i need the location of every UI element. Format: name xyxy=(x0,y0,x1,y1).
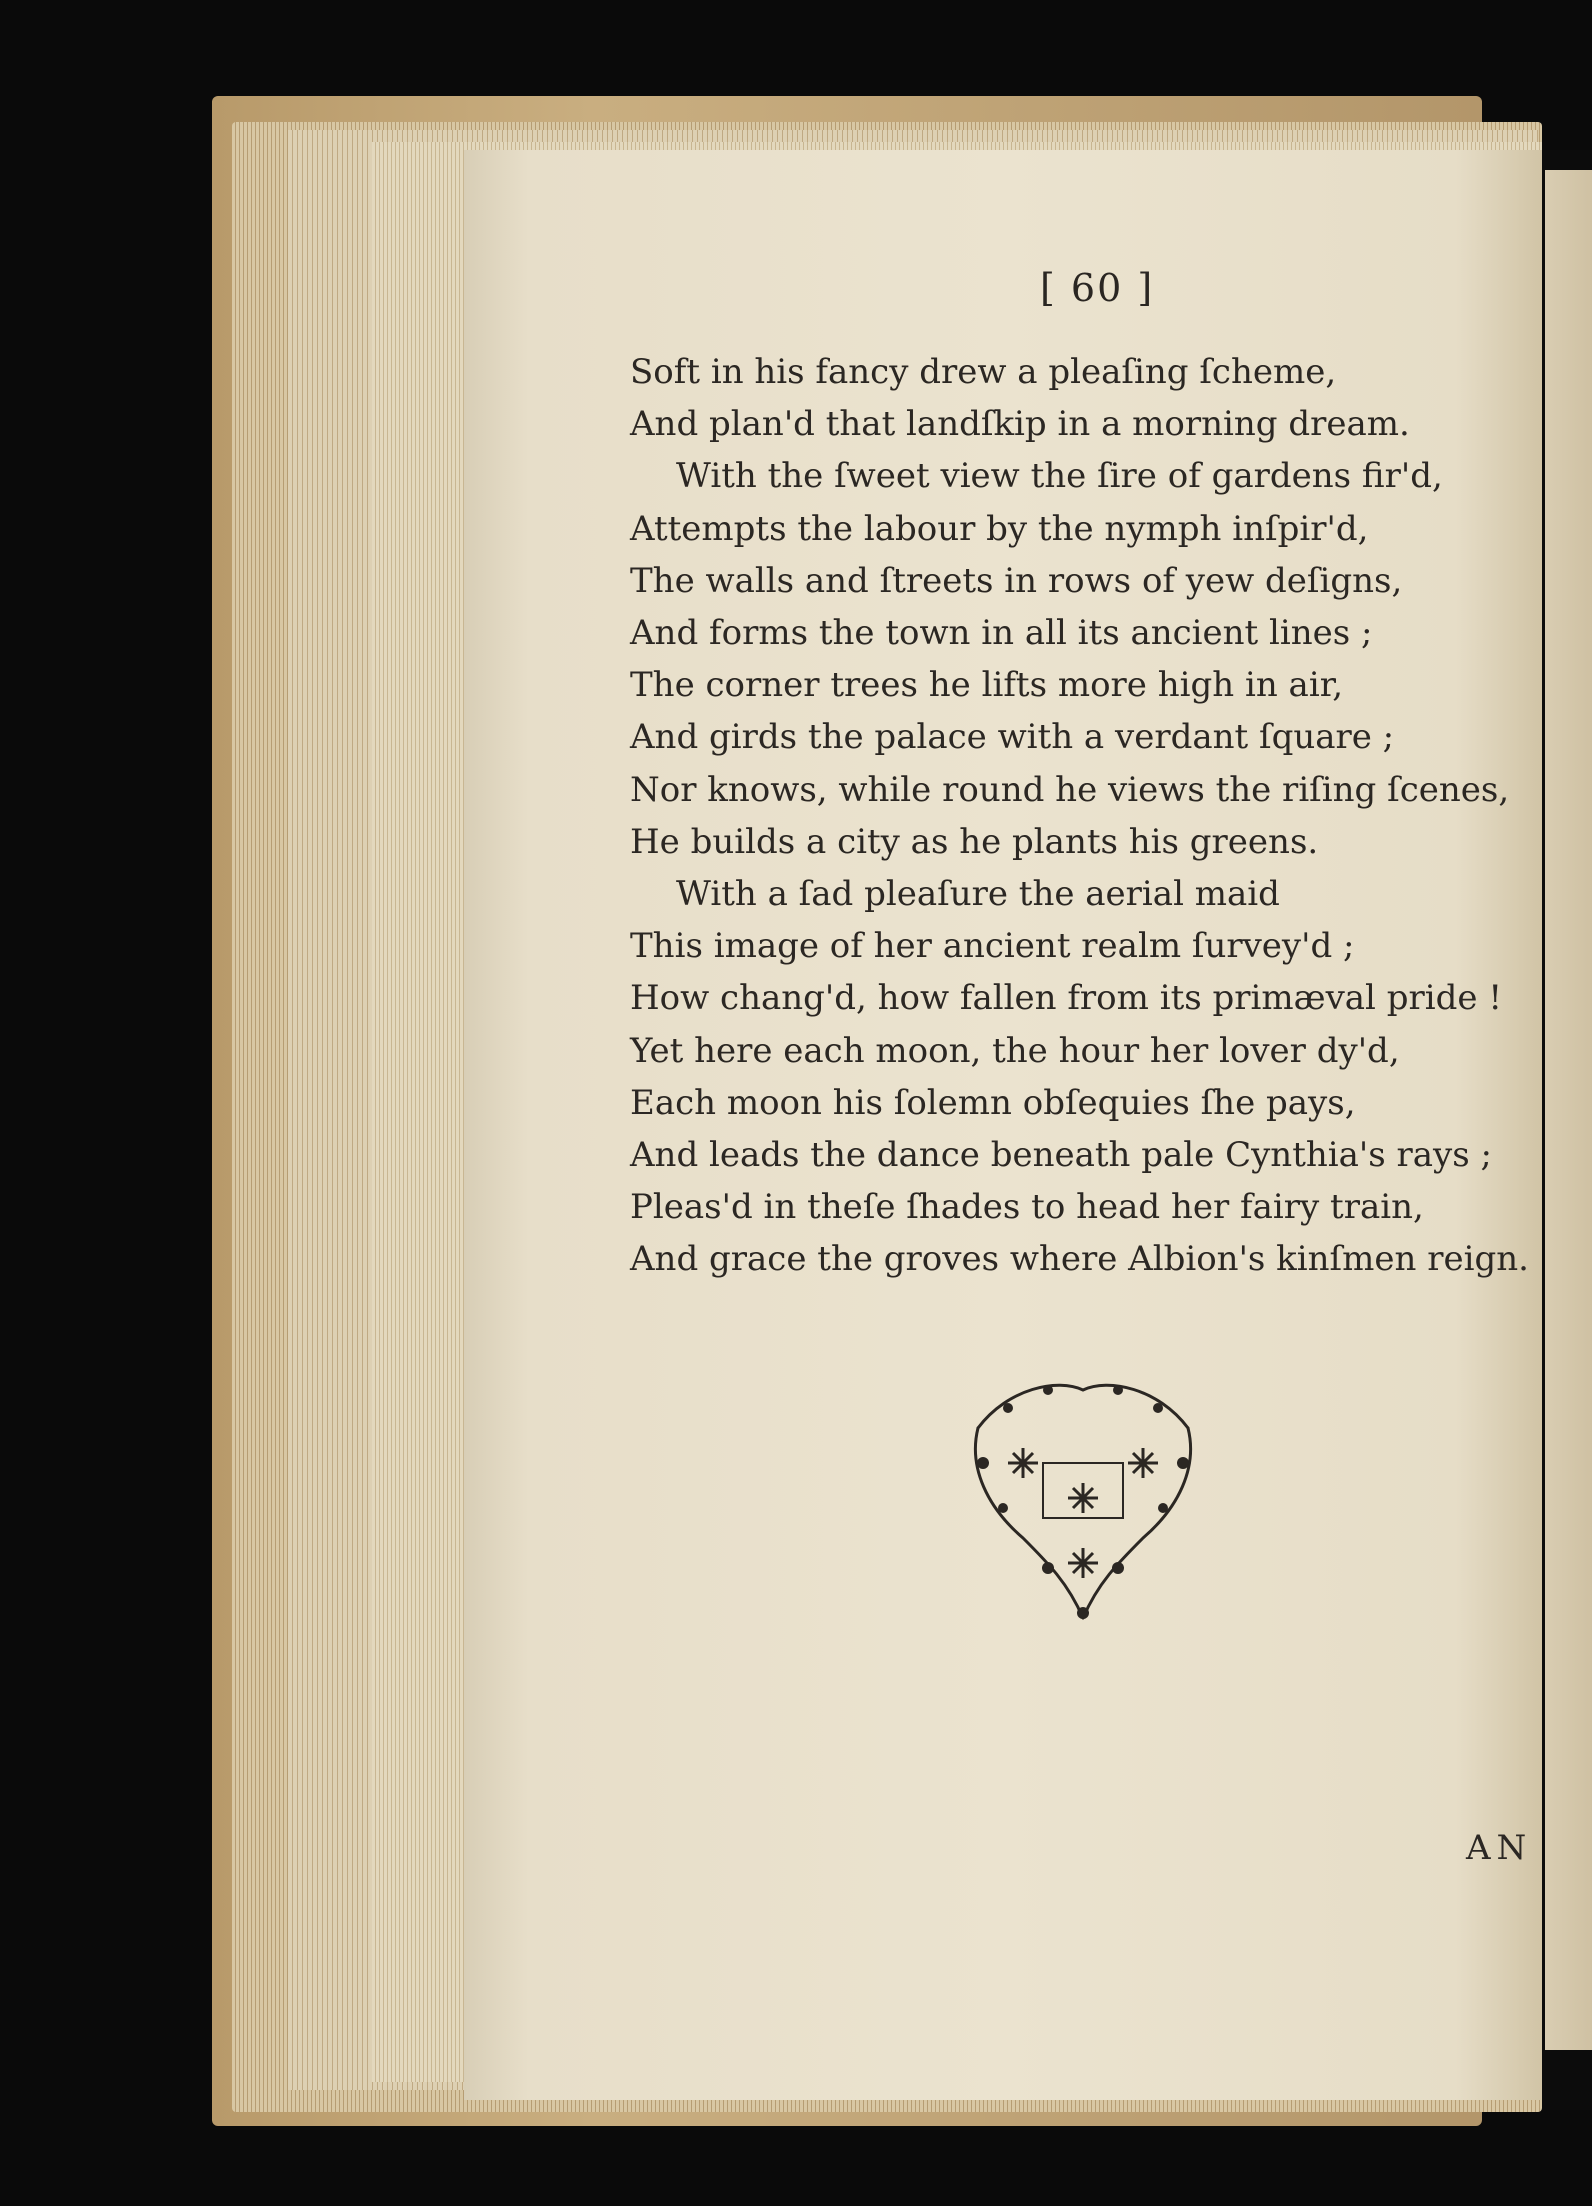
poem-line: Soft in his fancy drew a pleaſing ſcheme, xyxy=(630,352,1337,392)
poem-line: Nor knows, while round he views the riſing ſcenes, xyxy=(630,769,1510,810)
poem-line: And plan'd that landſkip in a morning dream. xyxy=(630,404,1410,445)
poem-text xyxy=(630,346,1529,1286)
poem-line: With a ſad pleaſure the aerial maid xyxy=(676,874,1280,915)
poem-line: Attempts the labour by the nymph inſpir'd, xyxy=(630,508,1369,549)
poem-line: Yet here each moon, the hour her lover dy'd, xyxy=(630,1030,1400,1071)
poem-line: With the ſweet view the ſire of gardens fir'd, xyxy=(676,456,1443,497)
page-number: [ 60 ] xyxy=(1040,266,1155,310)
poem-line: He builds a city as he plants his greens. xyxy=(630,821,1319,862)
poem-line: And forms the town in all its ancient lines ; xyxy=(630,613,1373,654)
poem-line: And grace the groves where Albion's kinſmen reign. xyxy=(630,1239,1529,1280)
poem-line: The walls and ſtreets in rows of yew deſigns, xyxy=(630,560,1403,601)
facing-page-edge xyxy=(1545,170,1592,2050)
floral-wreath-ornament-icon xyxy=(948,1368,1218,1636)
poem-line: The corner trees he lifts more high in air, xyxy=(630,665,1344,706)
poem-line: This image of her ancient realm ſurvey'd ; xyxy=(630,926,1355,967)
catchword: AN xyxy=(1466,1828,1533,1868)
poem-line: And leads the dance beneath pale Cynthia's rays ; xyxy=(630,1135,1492,1176)
poem-line: Each moon his ſolemn obſequies ſhe pays, xyxy=(630,1082,1356,1123)
poem-line: How chang'd, how fallen from its primæval pride ! xyxy=(630,978,1502,1019)
poem-line: Pleas'd in theſe ſhades to head her fairy train, xyxy=(630,1187,1424,1228)
poem-line: And girds the palace with a verdant ſquare ; xyxy=(630,717,1395,758)
